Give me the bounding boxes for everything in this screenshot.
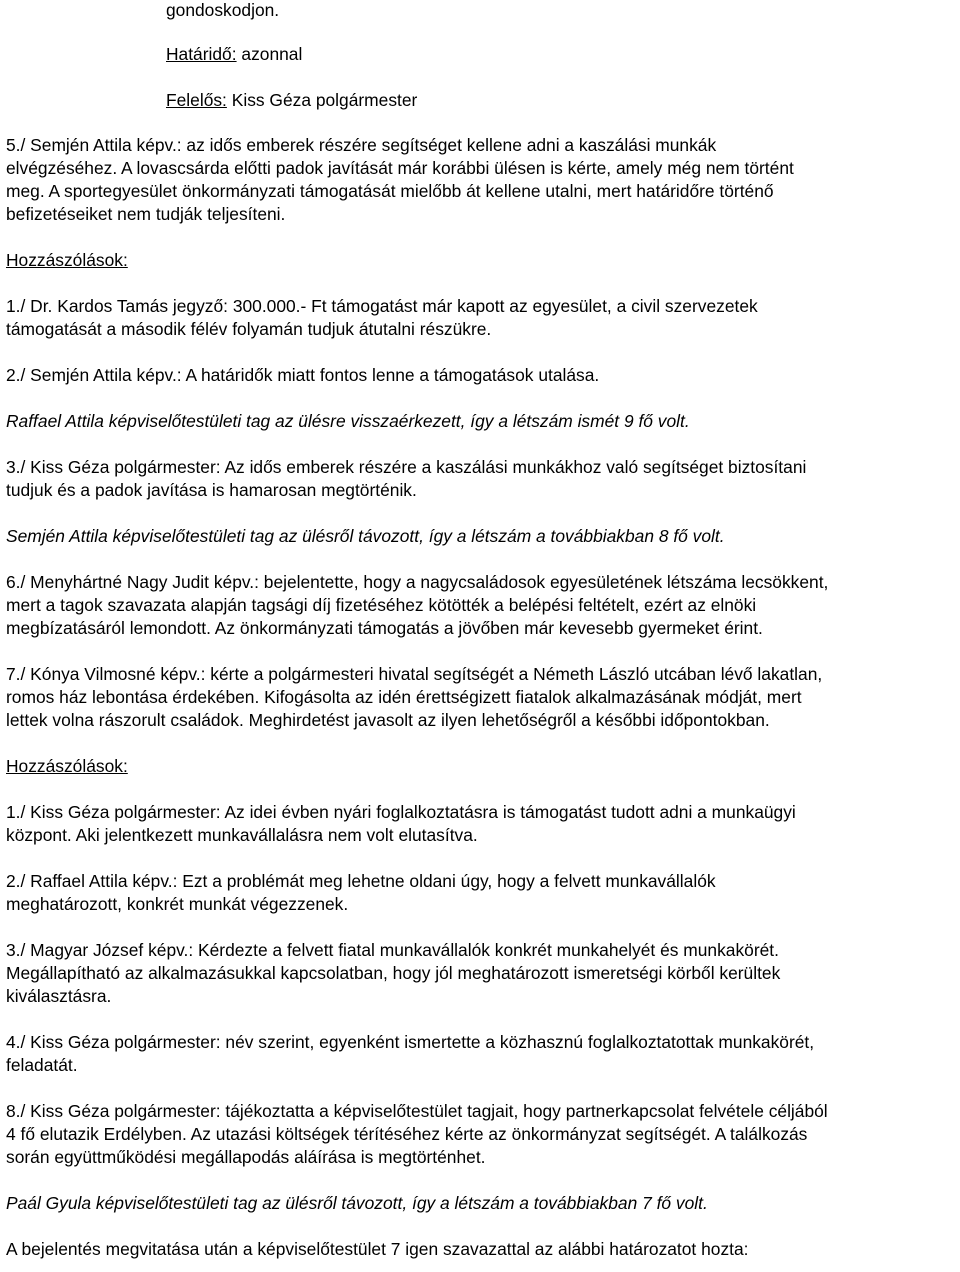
discussion-4-line-1: 4./ Kiss Géza polgármester: név szerint, egyenként ismertette a közhasznú foglalkoztatottak munkakörét, [6, 1032, 815, 1052]
responsible-line [166, 89, 417, 111]
continuation-line: gondoskodjon. [166, 0, 280, 20]
comments-heading: Hozzászólások: [6, 756, 128, 776]
discussion-3-line-3: kiválasztásra. [6, 986, 112, 1006]
deadline-label: Határidő: [166, 44, 237, 64]
discussion-3-line-1: 3./ Magyar József képv.: Kérdezte a felvett fiatal munkavállalók konkrét munkahelyét és munkakörét. [6, 940, 779, 960]
discussion-8-line-2: 4 fő elutazik Erdélyben. Az utazási költségek térítéséhez kérte az önkormányzat segítségét. A találkozás [6, 1124, 808, 1144]
deadline-value: azonnal [236, 44, 303, 64]
responsible-label: Felelős: [166, 90, 227, 110]
comments-heading: Hozzászólások: [6, 250, 128, 270]
discussion-8-line-3: során együttműködési megállapodás aláírása is megtörténhet. [6, 1147, 486, 1167]
comment-2: 2./ Semjén Attila képv.: A határidők miatt fontos lenne a támogatások utalása. [6, 365, 600, 385]
item6-line-2: mert a tagok szavazata alapján tagsági díj fizetéséhez kötötték a belépési feltételt, ezért az elnöki [6, 595, 757, 615]
discussion-1-line-2: központ. Aki jelentkezett munkavállalásra nem volt elutasítva. [6, 825, 478, 845]
comment-3-line-1: 3./ Kiss Géza polgármester: Az idős emberek részére a kaszálási munkákhoz való segítséget biztosítani [6, 457, 807, 477]
item5-line-3: meg. A sportegyesület önkormányzati támogatását mielőbb át kellene utalni, mert határidőre történő [6, 181, 774, 201]
attendance-note-3: Paál Gyula képviselőtestületi tag az ülésről távozott, így a létszám a továbbiakban 7 fő volt. [6, 1193, 708, 1213]
discussion-4-line-2: feladatát. [6, 1055, 78, 1075]
item5-line-2: elvégzéséhez. A lovascsárda előtti padok javítását már korábbi ülésen is kérte, amely még nem történt [6, 158, 794, 178]
item6-line-3: megbízatásáról lemondott. Az önkormányzati támogatás a jövőben már kevesebb gyermeket érint. [6, 618, 763, 638]
attendance-note-1: Raffael Attila képviselőtestületi tag az ülésre visszaérkezett, így a létszám ismét 9 fő volt. [6, 411, 690, 431]
responsible-value: Kiss Géza polgármester [226, 90, 418, 110]
comment-1-line-1: 1./ Dr. Kardos Tamás jegyző: 300.000.- Ft támogatást már kapott az egyesület, a civil szervezetek [6, 296, 758, 316]
item6-line-1: 6./ Menyhártné Nagy Judit képv.: bejelentette, hogy a nagycsaládosok egyesületének létszáma lecsökkent, [6, 572, 829, 592]
item7-line-2: romos ház lebontása érdekében. Kifogásolta az idén érettségizett fiatalok alkalmazásának módját, mert [6, 687, 802, 707]
comment-1-line-2: támogatását a második félév folyamán tudjuk átutalni részükre. [6, 319, 492, 339]
discussion-2-line-2: meghatározott, konkrét munkát végezzenek. [6, 894, 349, 914]
discussion-2-line-1: 2./ Raffael Attila képv.: Ezt a problémát meg lehetne oldani úgy, hogy a felvett munkavállalók [6, 871, 716, 891]
resolution-intro: A bejelentés megvitatása után a képviselőtestület 7 igen szavazattal az alábbi határozatot hozta: [6, 1239, 749, 1259]
item7-line-3: lettek volna rászorult családok. Meghirdetést javasolt az ilyen lehetőségről a későbbi időpontokban. [6, 710, 770, 730]
deadline-line [166, 43, 302, 65]
discussion-8-line-1: 8./ Kiss Géza polgármester: tájékoztatta a képviselőtestület tagjait, hogy partnerkapcsolat felvétele céljából [6, 1101, 828, 1121]
attendance-note-2: Semjén Attila képviselőtestületi tag az ülésről távozott, így a létszám a továbbiakban 8 fő volt. [6, 526, 725, 546]
item5-line-4: befizetéseiket nem tudják teljesíteni. [6, 204, 286, 224]
item7-line-1: 7./ Kónya Vilmosné képv.: kérte a polgármesteri hivatal segítségét a Németh László utcában lévő lakatlan, [6, 664, 823, 684]
discussion-1-line-1: 1./ Kiss Géza polgármester: Az idei évben nyári foglalkoztatásra is támogatást tudott adni a munkaügyi [6, 802, 796, 822]
item5-line-1: 5./ Semjén Attila képv.: az idős emberek részére segítséget kellene adni a kaszálási munkák [6, 135, 717, 155]
comment-3-line-2: tudjuk és a padok javítása is hamarosan megtörténik. [6, 480, 417, 500]
discussion-3-line-2: Megállapítható az alkalmazásukkal kapcsolatban, hogy jól meghatározott ismeretségi körből kerültek [6, 963, 781, 983]
